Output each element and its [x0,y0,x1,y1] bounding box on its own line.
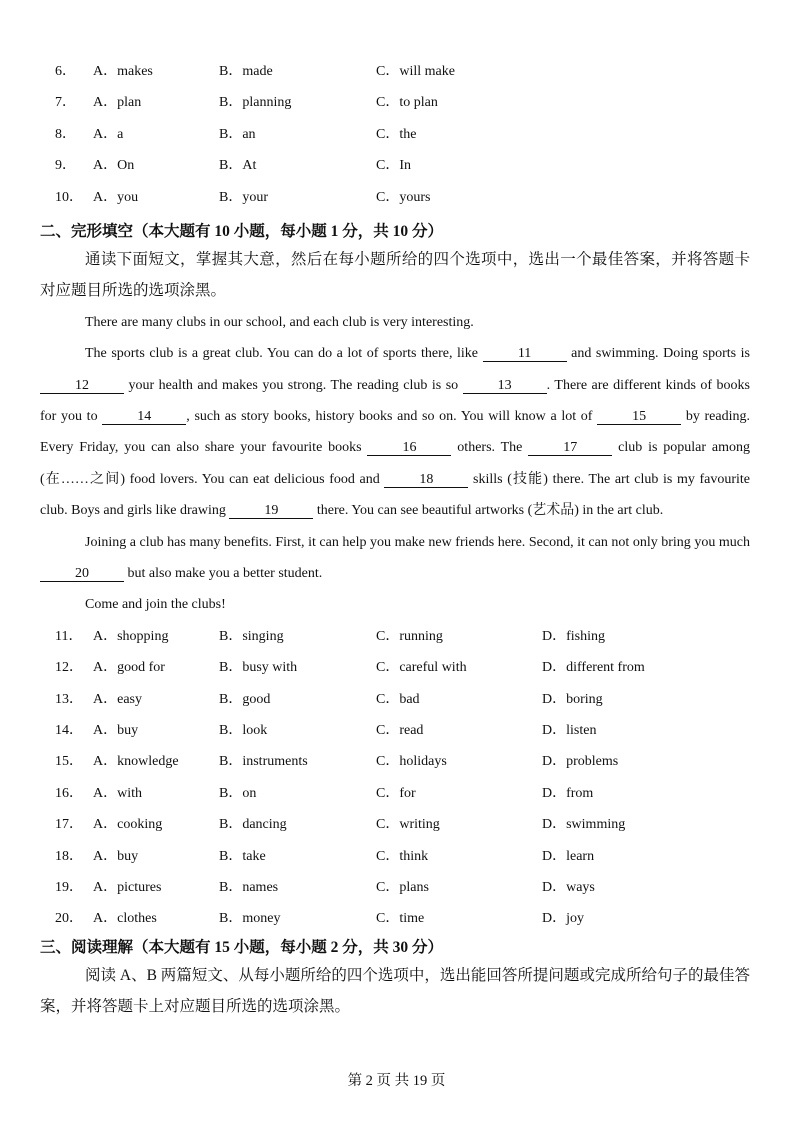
option-18-d: D．learn [542,848,595,864]
section-2-instruction: 通读下面短文，掌握其大意，然后在每小题所给的四个选项中，选出一个最佳答案，并将答题卡对应题目所选的选项涂黑。 [40,250,750,300]
option-7-a: A．plan [93,95,142,111]
option-11-c: C．running [376,628,443,644]
question-number-11: 11． [55,628,83,644]
cloze-options-6-10 [40,56,750,213]
section-3-heading: 三、阅读理解（本大题有 15 小题，每小题 2 分，共 30 分） [40,938,444,956]
passage-paragraph-3: Joining a club has many benefits. First, it can help you make new friends here. Second, it can not only bring you much 20 but also make you a better student. [40,527,750,590]
question-number-19: 19． [55,879,83,895]
passage-paragraph-1: There are many clubs in our school, and each club is very interesting. [85,314,474,330]
option-15-a: A．knowledge [93,754,179,770]
option-6-b: B．made [219,64,273,79]
question-row-14 [40,715,750,746]
cloze-blank-16: 16 [367,440,451,456]
cloze-blank-13: 13 [463,378,547,394]
option-17-d: D．swimming [542,817,626,833]
question-number-18: 18． [55,848,83,864]
question-row-15 [40,746,750,777]
option-8-c: C．the [376,126,417,142]
question-number-13: 13． [55,691,83,707]
page-number-footer: 第 2 页 共 19 页 [347,1073,446,1089]
option-19-b: B．names [219,879,279,895]
option-11-b: B．singing [219,628,284,644]
question-number-17: 17． [55,817,83,833]
cloze-blank-12: 12 [40,378,124,394]
question-number-12: 12． [55,660,83,676]
option-12-d: D．different from [542,660,645,676]
option-11-d: D．fishing [542,628,605,644]
question-number-16: 16． [55,785,83,801]
option-16-d: D．from [542,785,594,801]
cloze-blank-11: 11 [483,346,567,362]
option-17-c: C．writing [376,817,440,833]
option-15-b: B．instruments [219,754,308,770]
question-number-9: 9． [55,158,76,174]
question-number-20: 20． [55,911,83,927]
option-12-a: A．good for [93,660,165,676]
option-14-d: D．listen [542,723,597,738]
option-18-c: C．think [376,848,429,864]
option-17-a: A．cooking [93,817,163,833]
option-20-b: B．money [219,911,281,927]
question-row-18 [40,841,750,872]
question-row-16 [40,778,750,809]
option-19-a: A．pictures [93,879,162,895]
cloze-blank-19: 19 [229,503,313,519]
option-14-c: C．read [376,723,424,738]
option-19-d: D．ways [542,879,595,895]
option-16-c: C．for [376,785,416,801]
option-10-a: A．you [93,189,139,205]
question-row-11 [40,621,750,652]
cloze-blank-17: 17 [528,440,612,456]
question-number-6: 6． [55,64,76,79]
question-number-8: 8． [55,126,76,142]
passage-paragraph-4: Come and join the clubs! [85,597,226,613]
option-20-c: C．time [376,911,425,927]
passage-paragraph-2: The sports club is a great club. You can do a lot of sports there, like 11 and swimming. Doing sports is 12 your health and makes you strong. The reading club is so 13 . There are different kinds of books for you to 14 , such as story books, history books and so on. You will know a lot of 15 by reading. Every Friday, you can also share your favourite books 16 others. The 17 club is popular among (在……之间) food lovers. You can eat delicious food and 18 skills (技能) there. The art club is my favourite club. Boys and girls like drawing 19 there. You can see beautiful artworks (艺术品) in the art club. [40,346,751,519]
option-16-a: A．with [93,785,142,801]
question-row-20 [40,903,750,934]
option-10-c: C．yours [376,189,431,205]
section-3-instruction: 阅读 A、B 两篇短文、从每小题所给的四个选项中，选出能回答所提问题或完成所给句子的最佳答案，并将答题卡上对应题目所选的选项涂黑。 [40,966,750,1016]
question-row-12 [40,652,750,683]
option-20-d: D．joy [542,911,584,927]
option-20-a: A．clothes [93,911,157,927]
option-11-a: A．shopping [93,628,169,644]
section-2-heading: 二、完形填空（本大题有 10 小题，每小题 1 分，共 10 分） [40,222,444,240]
cloze-blank-18: 18 [384,472,468,488]
option-8-a: A．a [93,126,124,142]
option-18-b: B．take [219,848,266,864]
option-13-b: B．good [219,691,271,707]
cloze-blank-15: 15 [597,409,681,425]
option-9-a: A．On [93,158,135,174]
option-9-b: B．At [219,158,257,174]
option-12-b: B．busy with [219,660,298,676]
option-13-c: C．bad [376,691,420,707]
cloze-passage [40,307,750,621]
question-row-8 [40,119,750,150]
question-number-10: 10． [55,189,83,205]
option-13-d: D．boring [542,691,603,707]
question-row-19 [40,872,750,903]
question-number-7: 7． [55,95,76,111]
option-13-a: A．easy [93,691,142,707]
cloze-blank-14: 14 [102,409,186,425]
option-7-c: C．to plan [376,95,438,111]
question-row-9 [40,150,750,181]
cloze-options-11-20 [40,621,750,935]
option-19-c: C．plans [376,879,429,895]
option-14-b: B．look [219,723,268,738]
question-row-17 [40,809,750,840]
option-16-b: B．on [219,785,257,801]
question-row-10 [40,182,750,213]
option-15-c: C．holidays [376,754,447,770]
option-6-c: C．will make [376,64,455,79]
question-row-13 [40,684,750,715]
option-6-a: A．makes [93,64,153,79]
option-7-b: B．planning [219,95,292,111]
question-row-7 [40,87,750,118]
option-12-c: C．careful with [376,660,467,676]
option-9-c: C．In [376,158,411,174]
option-17-b: B．dancing [219,817,287,833]
question-number-14: 14． [55,723,83,738]
question-number-15: 15． [55,754,83,770]
option-15-d: D．problems [542,754,619,770]
option-10-b: B．your [219,189,268,205]
option-8-b: B．an [219,126,256,142]
question-row-6 [40,56,750,87]
option-14-a: A．buy [93,723,139,738]
cloze-blank-20: 20 [40,566,124,582]
option-18-a: A．buy [93,848,139,864]
